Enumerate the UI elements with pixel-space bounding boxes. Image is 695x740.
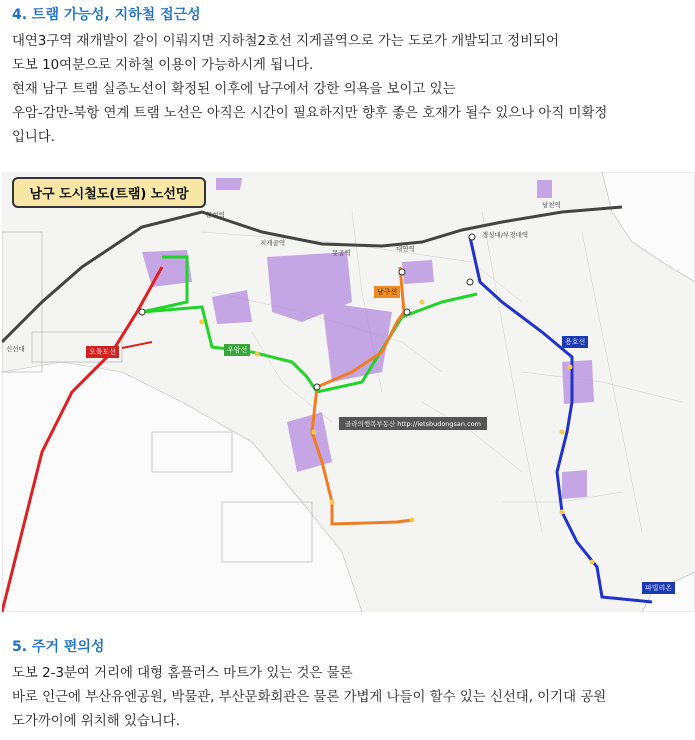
- section-trams-subway: [12, 4, 687, 150]
- map-graphic: [2, 172, 695, 612]
- paragraph-line: 우암-감만-북항 연계 트램 노선은 아직은 시간이 필요하지만 향후 좋은 호재가 될수 있으나 아직 미확정: [12, 106, 608, 121]
- line-tag-orange: 남구선: [374, 286, 400, 298]
- paragraph-line: 도보 10여분으로 지하철 이용이 가능하시게 됩니다.: [12, 58, 314, 73]
- station-label: 문현역: [206, 211, 225, 219]
- station-label: 못골역: [332, 249, 351, 257]
- line-tag-lower-blue: 파빌리온: [642, 582, 675, 594]
- line-tag-green: 우암선: [224, 344, 250, 356]
- station-label: 지게골역: [260, 239, 286, 247]
- paragraph-line: 대연3구역 재개발이 같이 이뤄지면 지하철2호선 지게골역으로 가는 도로가 개발되고 정비되어: [12, 34, 559, 49]
- paragraph-line: 도가까이에 위치해 있습니다.: [12, 714, 180, 729]
- tram-route-map: [2, 172, 695, 612]
- station-label: 남천역: [542, 201, 561, 209]
- section-heading: 5. 주거 편의성: [12, 639, 105, 655]
- station-label: 대연역: [396, 245, 415, 253]
- map-title: 남구 도시철도(트램) 노선망: [12, 177, 206, 208]
- line-tag-red: 오륙도선: [86, 346, 119, 358]
- paragraph-line: 도보 2-3분여 거리에 대형 홈플러스 마트가 있는 것은 물론: [12, 666, 353, 681]
- paragraph-line: 입니다.: [12, 130, 56, 145]
- paragraph-line: 바로 인근에 부산유엔공원, 박물관, 부산문화회관은 물론 가볍게 나들이 할수 있는 신선대, 이기대 공원: [12, 690, 607, 705]
- map-watermark: 골라의행복부동산 http://letsbudongsan.com: [338, 416, 488, 431]
- section-heading: 4. 트램 가능성, 지하철 접근성: [12, 7, 201, 23]
- station-label: 신선대: [6, 345, 25, 353]
- line-tag-blue: 용호선: [562, 336, 588, 348]
- station-label: 경성대/부경대역: [482, 231, 529, 239]
- section-living-convenience: [12, 636, 687, 734]
- paragraph-line: 현재 남구 트램 실증노선이 확정된 이후에 남구에서 강한 의욕을 보이고 있는: [12, 82, 456, 97]
